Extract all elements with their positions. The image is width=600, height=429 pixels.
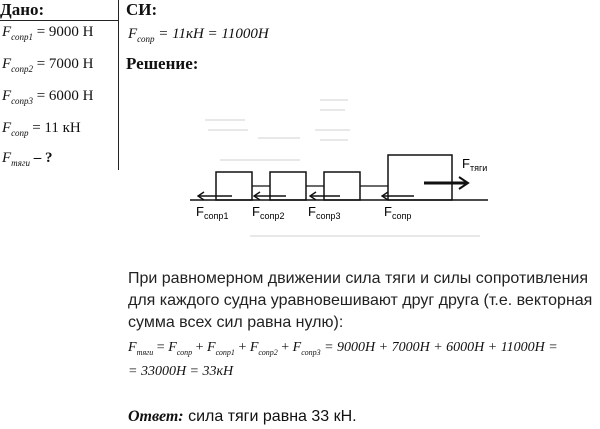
given-subscript: сопр2 [11, 64, 33, 74]
eq-result: = 33000H = 33кН [128, 364, 234, 379]
paragraph-line: При равномерном движении сила тяги и силы сопротивления [128, 270, 589, 287]
given-subscript: тяги [11, 158, 30, 168]
given-value: = 7000 Н [32, 56, 94, 72]
answer-line [128, 408, 357, 426]
label-f-sopr3: $F_{сопр3}$ [308, 204, 341, 221]
answer-text: сила тяги равна 33 кН. [183, 408, 357, 425]
given-symbol: F [2, 24, 12, 40]
label-f-sopr: $F_{сопр}$ [384, 204, 412, 221]
eq-symbol: F [249, 340, 259, 355]
eq-symbol: F [207, 340, 216, 355]
eq-subscript: тяги [136, 347, 154, 357]
given-subscript: сопр1 [11, 32, 33, 42]
label-f-sopr2: $F_{сопр2}$ [252, 204, 285, 221]
eq-symbol: F [168, 340, 177, 355]
given-symbol: F [2, 120, 12, 136]
equation-line-2 [128, 364, 233, 380]
given-symbol: F [2, 88, 12, 104]
given-unknown: – ? [29, 150, 53, 166]
eq-operator: + [238, 340, 250, 355]
tug-ship [388, 155, 452, 200]
given-value: = 9000 Н [32, 24, 94, 40]
eq-subscript: сопр1 [215, 347, 235, 357]
background-dashes [205, 100, 480, 236]
si-symbol: F [128, 26, 138, 42]
given-subscript: сопр [11, 128, 29, 138]
paragraph-line: для каждого судна уравновешивают друг друга (т.е. векторная [128, 292, 593, 309]
eq-subscript: сопр2 [258, 347, 278, 357]
eq-operator: = [156, 340, 169, 355]
equation-line-1 [128, 340, 558, 357]
eq-operator: + [195, 340, 208, 355]
si-title: СИ: [126, 0, 158, 19]
eq-symbol: F [128, 340, 137, 355]
given-symbol: F [2, 56, 12, 72]
solution-title: Решение: [126, 54, 199, 73]
given-title: Дано: [0, 0, 45, 19]
given-value: = 11 кН [28, 120, 81, 136]
given-symbol: F [2, 150, 12, 166]
eq-subscript: сопр3 [301, 347, 321, 357]
si-subscript: сопр [137, 34, 155, 44]
given-subscript: сопр3 [11, 96, 33, 106]
answer-label: Ответ: [128, 408, 184, 425]
si-value: = 11кН = 11000Н [154, 26, 269, 42]
eq-symbol: F [292, 340, 302, 355]
given-value: = 6000 Н [32, 88, 94, 104]
paragraph-line: сумма всех сил равна нулю): [128, 314, 344, 331]
eq-subscript: сопр [176, 347, 193, 357]
eq-values: = 9000H + 7000H + 6000H + 11000H = [320, 340, 558, 355]
eq-operator: + [281, 340, 293, 355]
label-f-sopr1: $F_{сопр1}$ [196, 204, 229, 221]
label-f-tyagi: $F_{тяги}$ [462, 156, 488, 173]
explanation-paragraph [128, 268, 598, 334]
